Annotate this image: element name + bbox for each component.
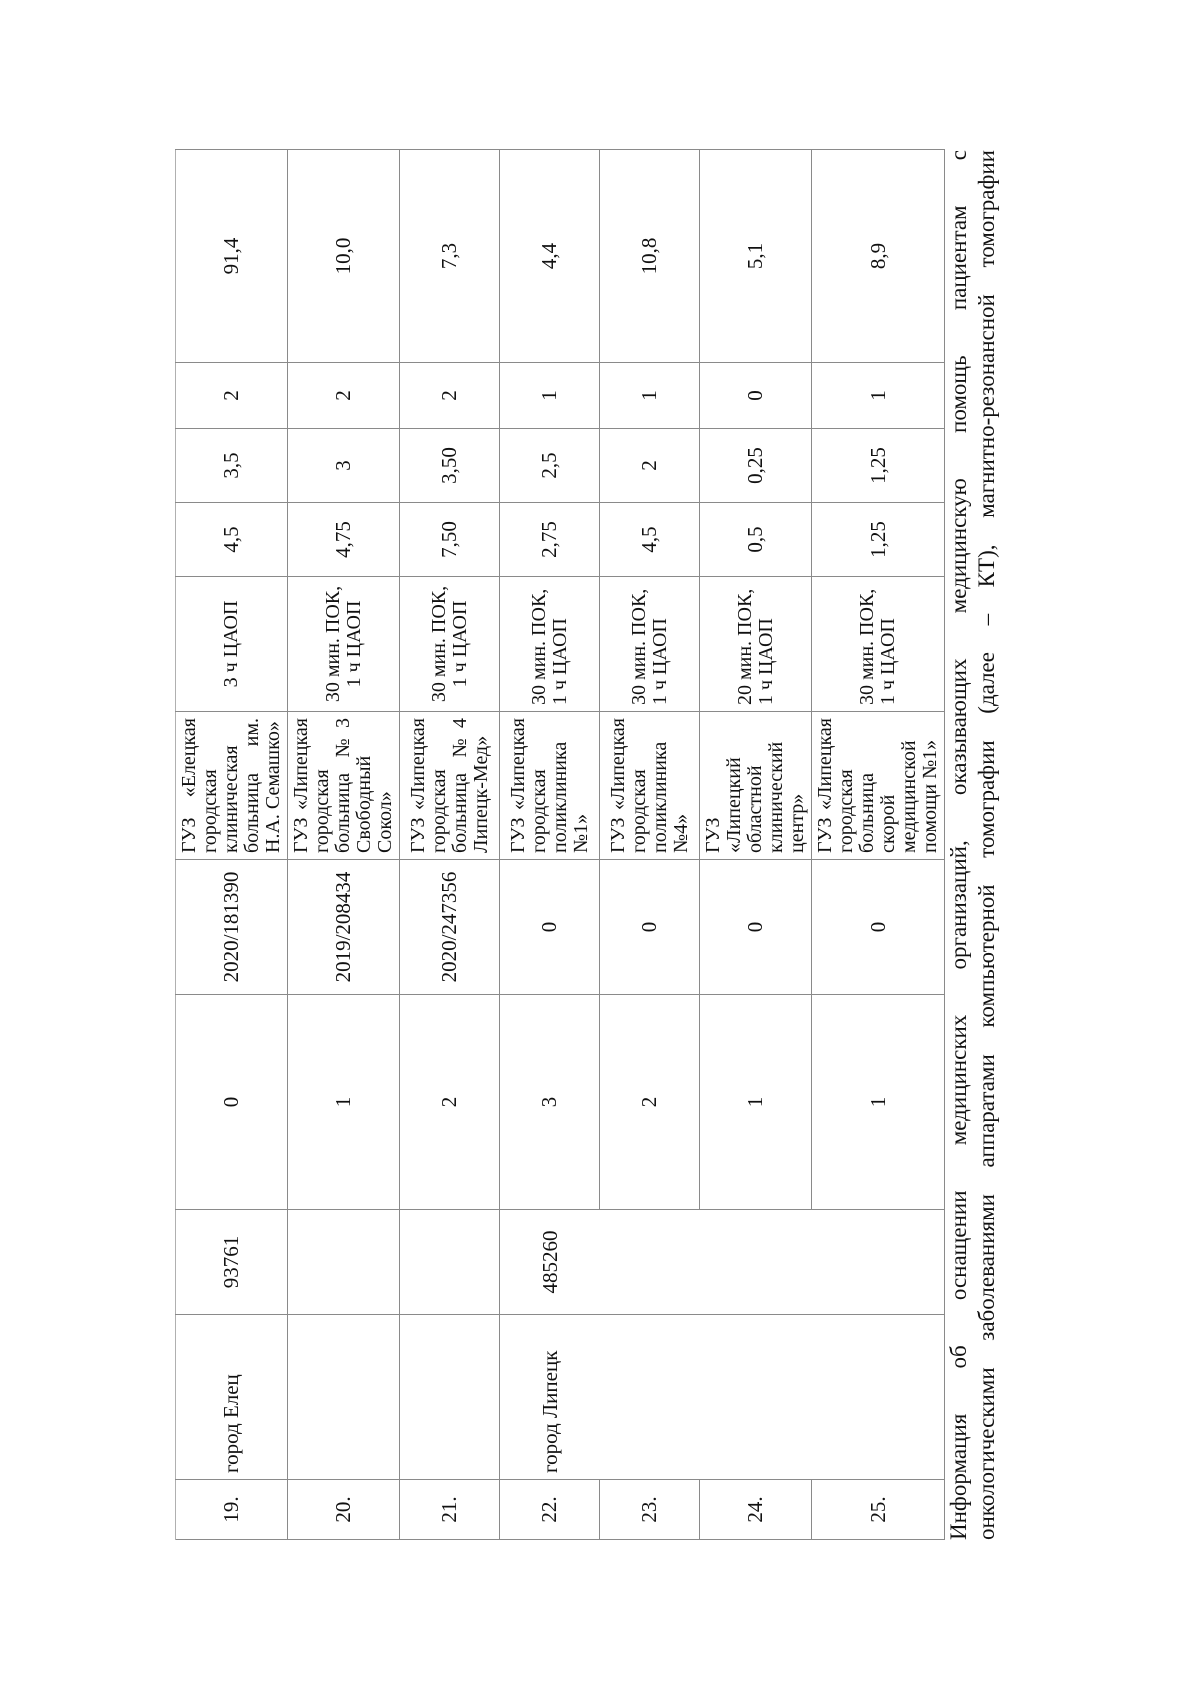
license-cell: 0 bbox=[812, 860, 945, 995]
value-cell-4: 5,1 bbox=[700, 150, 812, 363]
population-cell: 485260 bbox=[500, 1210, 600, 1315]
population-cell bbox=[812, 1210, 945, 1315]
value-cell-3: 1 bbox=[500, 363, 600, 429]
value-cell-3: 2 bbox=[288, 363, 400, 429]
time-cell: 30 мин. ПОК, 1 ч ЦАОП bbox=[500, 577, 600, 712]
value-cell-3: 0 bbox=[700, 363, 812, 429]
organization-cell: ГУЗ «Липецкая городская больница скорой медицинской помощи №1» bbox=[812, 712, 945, 860]
count-cell: 1 bbox=[812, 995, 945, 1210]
count-cell: 1 bbox=[288, 995, 400, 1210]
value-cell-1: 4,75 bbox=[288, 503, 400, 577]
value-cell-2: 0,25 bbox=[700, 429, 812, 503]
value-cell-1: 1,25 bbox=[812, 503, 945, 577]
license-cell: 0 bbox=[700, 860, 812, 995]
organization-cell: ГУЗ «Липецкая городская поликлиника №1» bbox=[500, 712, 600, 860]
value-cell-2: 1,25 bbox=[812, 429, 945, 503]
row-number: 22. bbox=[500, 1480, 600, 1540]
value-cell-4: 7,3 bbox=[400, 150, 500, 363]
license-cell: 2020/247356 bbox=[400, 860, 500, 995]
value-cell-3: 1 bbox=[812, 363, 945, 429]
value-cell-4: 10,0 bbox=[288, 150, 400, 363]
count-cell: 2 bbox=[400, 995, 500, 1210]
organization-cell: ГУЗ «Липецкая городская поликлиника №4» bbox=[600, 712, 700, 860]
caption-line-1: Информация об оснащении медицинских организаций, оказывающих медицинскую помощь пациентам с bbox=[946, 150, 971, 1540]
value-cell-3: 1 bbox=[600, 363, 700, 429]
time-cell: 20 мин. ПОК, 1 ч ЦАОП bbox=[700, 577, 812, 712]
city-cell bbox=[600, 1315, 700, 1480]
city-cell bbox=[288, 1315, 400, 1480]
time-cell: 30 мин. ПОК, 1 ч ЦАОП bbox=[812, 577, 945, 712]
organization-cell: ГУЗ «Елецкая городская клиническая больница им. Н.А. Семашко» bbox=[176, 712, 288, 860]
table-row bbox=[812, 150, 945, 1540]
value-cell-2: 3 bbox=[288, 429, 400, 503]
population-cell bbox=[400, 1210, 500, 1315]
value-cell-4: 8,9 bbox=[812, 150, 945, 363]
city-cell bbox=[400, 1315, 500, 1480]
population-cell: 93761 bbox=[176, 1210, 288, 1315]
time-cell: 30 мин. ПОК, 1 ч ЦАОП bbox=[600, 577, 700, 712]
row-number: 25. bbox=[812, 1480, 945, 1540]
organization-cell: ГУЗ «Липецкая городская больница №3 Свободный Сокол» bbox=[288, 712, 400, 860]
row-number: 23. bbox=[600, 1480, 700, 1540]
count-cell: 2 bbox=[600, 995, 700, 1210]
license-cell: 2019/208434 bbox=[288, 860, 400, 995]
value-cell-2: 3,5 bbox=[176, 429, 288, 503]
value-cell-1: 0,5 bbox=[700, 503, 812, 577]
value-cell-2: 2,5 bbox=[500, 429, 600, 503]
value-cell-1: 7,50 bbox=[400, 503, 500, 577]
caption-line-2: онкологическими заболеваниями аппаратами компьютерной томографии (далее – КТ), магнитно-резонансной томографии bbox=[973, 150, 999, 1540]
row-number: 20. bbox=[288, 1480, 400, 1540]
value-cell-1: 4,5 bbox=[176, 503, 288, 577]
row-number: 19. bbox=[176, 1480, 288, 1540]
count-cell: 0 bbox=[176, 995, 288, 1210]
table-row bbox=[288, 150, 400, 1540]
city-cell bbox=[700, 1315, 812, 1480]
population-cell bbox=[288, 1210, 400, 1315]
population-cell bbox=[600, 1210, 700, 1315]
value-cell-3: 2 bbox=[400, 363, 500, 429]
organization-cell: ГУЗ «Липецкий областной клинический центр» bbox=[700, 712, 812, 860]
license-cell: 0 bbox=[500, 860, 600, 995]
value-cell-2: 3,50 bbox=[400, 429, 500, 503]
value-cell-4: 91,4 bbox=[176, 150, 288, 363]
value-cell-4: 10,8 bbox=[600, 150, 700, 363]
time-cell: 30 мин. ПОК, 1 ч ЦАОП bbox=[288, 577, 400, 712]
table-row bbox=[500, 150, 600, 1540]
count-cell: 3 bbox=[500, 995, 600, 1210]
value-cell-4: 4,4 bbox=[500, 150, 600, 363]
rotated-page bbox=[175, 150, 1075, 1540]
city-cell: город Елец bbox=[176, 1315, 288, 1480]
equipment-table bbox=[175, 149, 945, 1540]
table-row bbox=[176, 150, 288, 1540]
table-row bbox=[400, 150, 500, 1540]
city-cell bbox=[812, 1315, 945, 1480]
value-cell-3: 2 bbox=[176, 363, 288, 429]
city-cell: город Липецк bbox=[500, 1315, 600, 1480]
organization-cell: ГУЗ «Липецкая городская больница №4 Липецк-Мед» bbox=[400, 712, 500, 860]
row-number: 24. bbox=[700, 1480, 812, 1540]
license-cell: 2020/181390 bbox=[176, 860, 288, 995]
license-cell: 0 bbox=[600, 860, 700, 995]
section-caption bbox=[945, 150, 1000, 1540]
table-row bbox=[600, 150, 700, 1540]
table-row bbox=[700, 150, 812, 1540]
value-cell-1: 4,5 bbox=[600, 503, 700, 577]
count-cell: 1 bbox=[700, 995, 812, 1210]
time-cell: 30 мин. ПОК, 1 ч ЦАОП bbox=[400, 577, 500, 712]
value-cell-1: 2,75 bbox=[500, 503, 600, 577]
time-cell: 3 ч ЦАОП bbox=[176, 577, 288, 712]
row-number: 21. bbox=[400, 1480, 500, 1540]
population-cell bbox=[700, 1210, 812, 1315]
value-cell-2: 2 bbox=[600, 429, 700, 503]
